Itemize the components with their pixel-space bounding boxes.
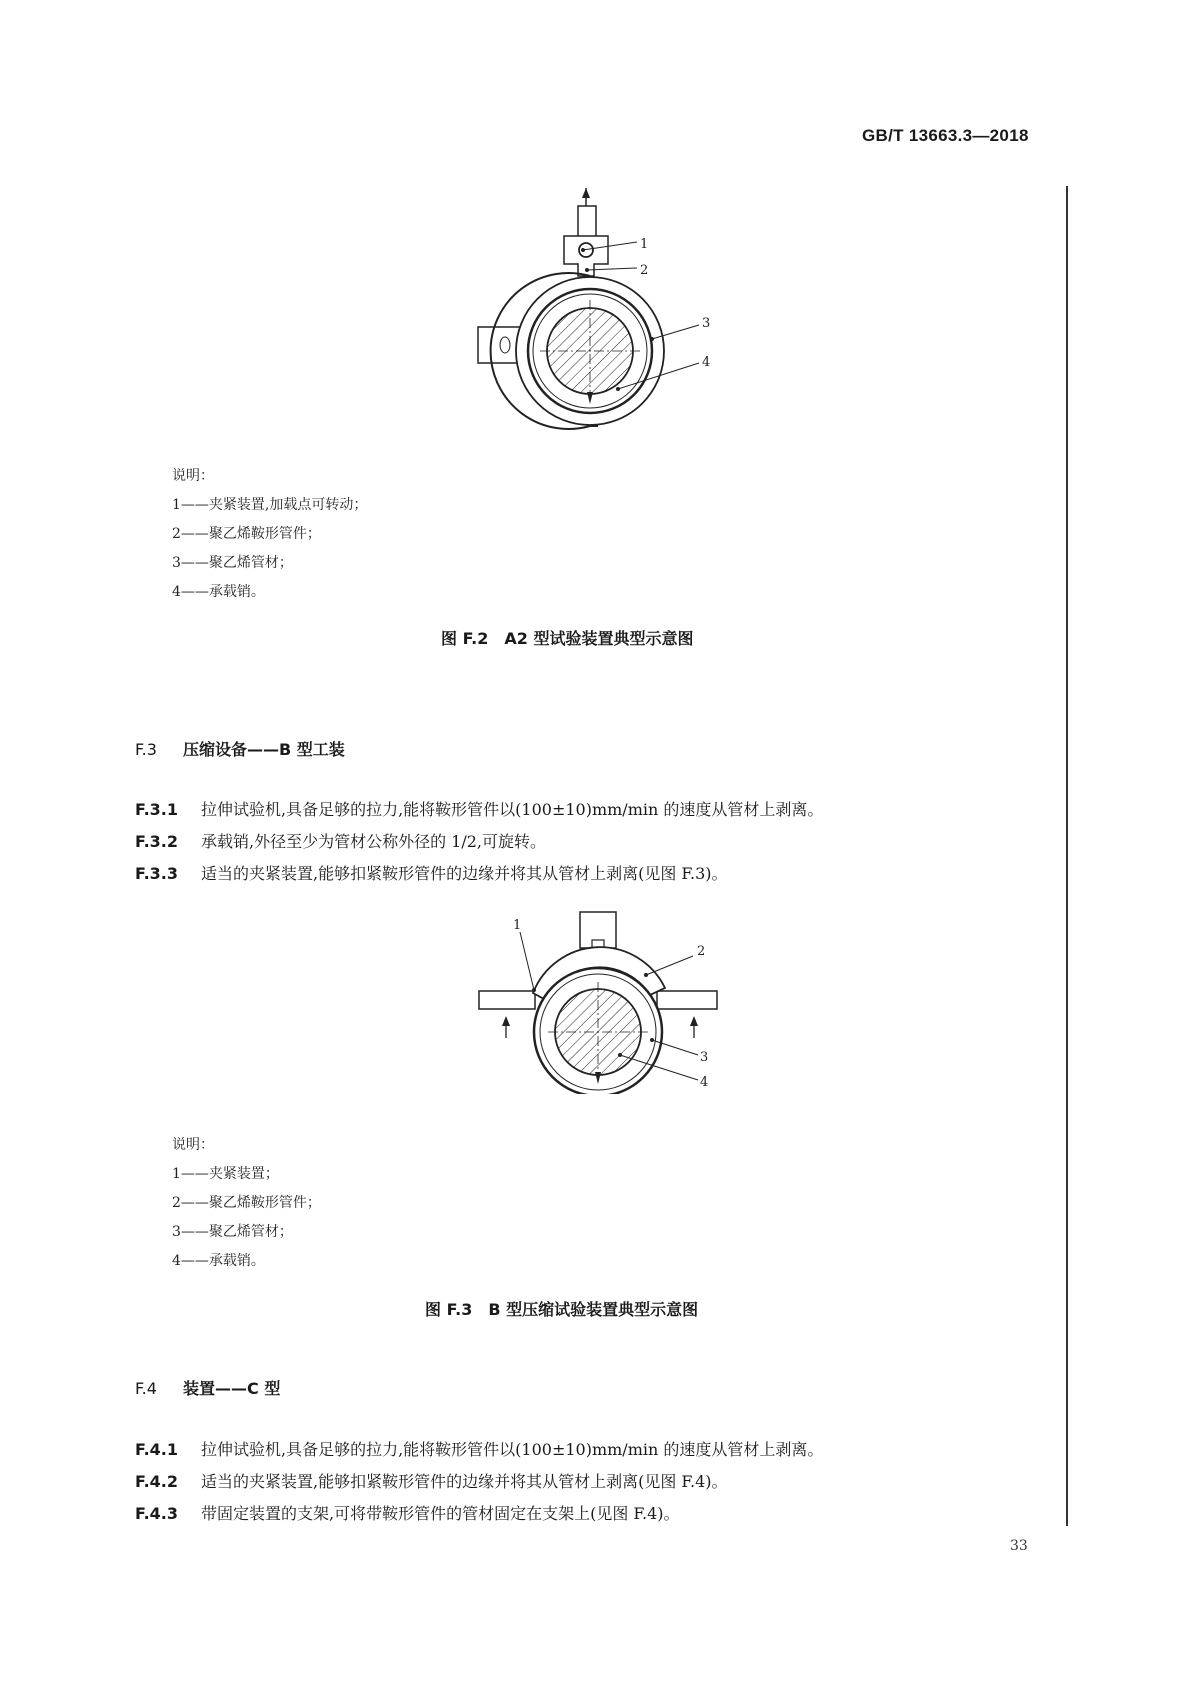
clause-f3-1 [135,797,823,820]
section-title: 装置——C 型 [183,1379,281,1398]
figure-f3-diagram [470,904,730,1094]
figure-f2-callout: 4 [702,355,711,370]
figure-f2-diagram [470,182,720,442]
clause-number: F.4.2 [135,1472,178,1491]
section-number: F.4 [135,1379,157,1398]
figure-f3-callout: 1 [513,918,522,933]
figure-f2-legend [172,462,367,607]
clause-number: F.3.3 [135,864,178,883]
clause-text: 带固定装置的支架,可将带鞍形管件的管材固定在支架上(见图 F.4)。 [201,1504,680,1523]
figure-f3-callout: 3 [700,1050,709,1065]
margin-rule [1066,186,1068,1526]
legend-item: 1——夹紧装置； [172,1166,279,1182]
legend-item: 4——承载销。 [172,584,265,600]
standard-number: GB/T 13663.3—2018 [862,126,1029,145]
clause-text: 拉伸试验机,具备足够的拉力,能将鞍形管件以(100±10)mm/min 的速度从管材上剥离。 [201,800,824,819]
clause-f4-3 [135,1501,680,1524]
clause-number: F.4.1 [135,1440,178,1459]
clause-text: 承载销,外径至少为管材公称外径的 1/2,可旋转。 [201,832,547,851]
legend-title: 说明： [172,468,214,484]
figure-f3-callout: 4 [700,1075,709,1090]
clause-f3-3 [135,861,728,884]
figure-f3-legend [172,1131,321,1276]
figure-f3-callout: 2 [697,944,706,959]
section-f3-heading [135,737,345,760]
clause-number: F.3.2 [135,832,178,851]
clause-number: F.3.1 [135,800,178,819]
legend-item: 4——承载销。 [172,1253,265,1269]
section-title: 压缩设备——B 型工装 [183,740,345,759]
legend-item: 1——夹紧装置,加载点可转动； [172,497,368,513]
legend-item: 2——聚乙烯鞍形管件； [172,526,321,542]
clause-f4-1 [135,1437,823,1460]
section-f4-heading [135,1376,280,1399]
figure-f2-callout: 2 [640,263,649,278]
page-number: 33 [1010,1538,1028,1554]
figure-f2-callout: 3 [702,316,711,331]
clause-f4-2 [135,1469,728,1492]
clause-number: F.4.3 [135,1504,178,1523]
figure-f2-caption: 图 F.2 A2 型试验装置典型示意图 [441,629,694,648]
figure-f3-caption: 图 F.3 B 型压缩试验装置典型示意图 [425,1300,699,1319]
clause-text: 拉伸试验机,具备足够的拉力,能将鞍形管件以(100±10)mm/min 的速度从管材上剥离。 [201,1440,824,1459]
clause-text: 适当的夹紧装置,能够扣紧鞍形管件的边缘并将其从管材上剥离(见图 F.4)。 [201,1472,728,1491]
clause-f3-2 [135,829,546,852]
figure-f2-callout: 1 [640,237,649,252]
legend-title: 说明： [172,1137,214,1153]
legend-item: 3——聚乙烯管材； [172,1224,293,1240]
section-number: F.3 [135,740,157,759]
legend-item: 3——聚乙烯管材； [172,555,293,571]
legend-item: 2——聚乙烯鞍形管件； [172,1195,321,1211]
clause-text: 适当的夹紧装置,能够扣紧鞍形管件的边缘并将其从管材上剥离(见图 F.3)。 [201,864,728,883]
